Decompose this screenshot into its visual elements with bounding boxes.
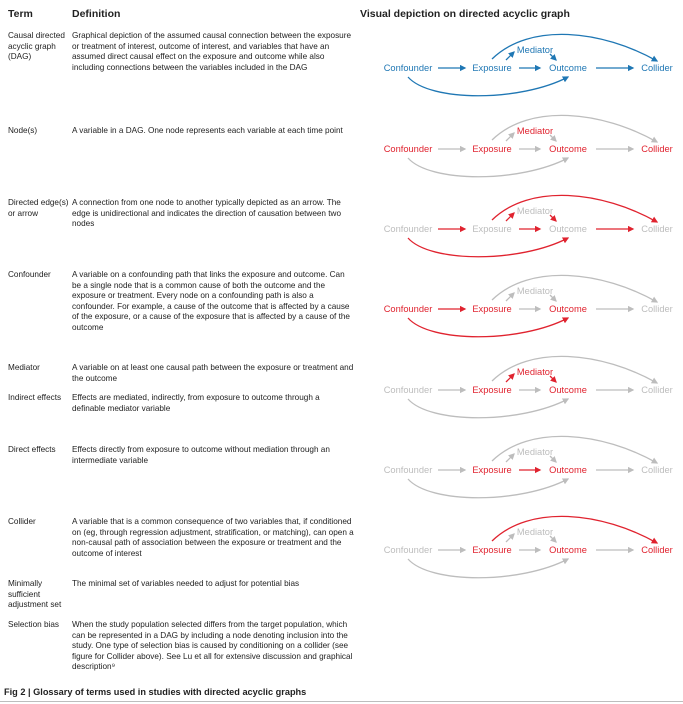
- dag-diagram-direct-effects: [380, 432, 680, 502]
- node-exposure: Exposure: [472, 465, 512, 475]
- node-outcome: Outcome: [549, 224, 587, 234]
- term-confounder: Confounder: [8, 270, 51, 279]
- edge-em: [506, 293, 514, 301]
- node-outcome: Outcome: [549, 304, 587, 314]
- dag-diagram-collider: [380, 512, 680, 582]
- edge-em: [506, 374, 514, 382]
- node-outcome: Outcome: [549, 385, 587, 395]
- definition-mediator: A variable on at least one causal path between the exposure or treatment and the outcome: [72, 363, 354, 383]
- node-outcome: Outcome: [549, 465, 587, 475]
- bottom-divider: [0, 701, 683, 702]
- header-definition: Definition: [72, 8, 121, 20]
- edge-cb: [408, 399, 568, 418]
- node-collider: Collider: [641, 63, 673, 73]
- node-outcome: Outcome: [549, 63, 587, 73]
- definition-indirect-effects: Effects are mediated, indirectly, from exposure to outcome through a definable mediator variable: [72, 393, 320, 413]
- node-collider: Collider: [641, 385, 673, 395]
- node-mediator: Mediator: [516, 527, 554, 537]
- node-exposure: Exposure: [472, 144, 512, 154]
- edge-cb: [408, 77, 568, 96]
- node-mediator: Mediator: [516, 206, 554, 216]
- term-directed-edges: Directed edge(s) or arrow: [8, 198, 69, 218]
- term-mediator: Mediator: [8, 363, 40, 372]
- node-confounder: Confounder: [383, 385, 433, 395]
- definition-nodes: A variable in a DAG. One node represents each variable at each time point: [72, 126, 343, 135]
- definition-selection-bias: When the study population selected differs from the target population, which can be represented in a DAG by including a node denoting inclusion into the study. One type of selection bias is caused by conditioning on a collider (see figure for Collider above). See Lu et all for extensive discussion and graphical description⁹: [72, 620, 353, 671]
- header-term: Term: [8, 8, 33, 20]
- edge-cb: [408, 318, 568, 337]
- node-collider: Collider: [641, 545, 673, 555]
- term-collider: Collider: [8, 517, 36, 526]
- edge-em: [506, 534, 514, 542]
- dag-diagram-mediator: [380, 352, 680, 422]
- header-visual: Visual depiction on directed acyclic graph: [360, 8, 570, 20]
- definition-directed-edges: A connection from one node to another typically depicted as an arrow. The edge is unidirectional and indicates the direction of causation between two nodes: [72, 198, 341, 228]
- definition-confounder: A variable on a confounding path that links the exposure and outcome. Can be a single node that is a common cause of both the outcome and the exposure or treatment. Every node on a confounding path is also a confounder. For example, a cause of the outcome that is affected by a cause of the exposure, or a cause of the exposure that is affected by a cause of the outcome: [72, 270, 350, 332]
- node-outcome: Outcome: [549, 545, 587, 555]
- definition-collider: A variable that is a common consequence of two variables that, if conditioned on (eg, through regression adjustment, stratification, or matching), can open a non-causal path of association between the exposure or treatment and the outcome of interest: [72, 517, 354, 558]
- node-mediator: Mediator: [516, 367, 554, 377]
- node-confounder: Confounder: [383, 63, 433, 73]
- edge-cb: [408, 158, 568, 177]
- edge-em: [506, 213, 514, 221]
- node-exposure: Exposure: [472, 304, 512, 314]
- term-minimally-sufficient-adjustment-set: Minimally sufficient adjustment set: [8, 579, 62, 609]
- node-outcome: Outcome: [549, 144, 587, 154]
- node-confounder: Confounder: [383, 545, 433, 555]
- term-dag: Causal directed acyclic graph (DAG): [8, 31, 65, 61]
- node-mediator: Mediator: [516, 286, 554, 296]
- edge-em: [506, 454, 514, 462]
- node-collider: Collider: [641, 304, 673, 314]
- term-selection-bias: Selection bias: [8, 620, 59, 629]
- edge-em: [506, 133, 514, 141]
- node-confounder: Confounder: [383, 224, 433, 234]
- dag-diagram-causal: [380, 30, 680, 100]
- edge-cb: [408, 479, 568, 498]
- dag-diagram-directed-edges: [380, 191, 680, 261]
- dag-diagram-nodes: [380, 111, 680, 181]
- node-collider: Collider: [641, 465, 673, 475]
- node-exposure: Exposure: [472, 224, 512, 234]
- node-confounder: Confounder: [383, 465, 433, 475]
- node-confounder: Confounder: [383, 304, 433, 314]
- node-mediator: Mediator: [516, 126, 554, 136]
- node-exposure: Exposure: [472, 63, 512, 73]
- node-exposure: Exposure: [472, 385, 512, 395]
- term-nodes: Node(s): [8, 126, 38, 135]
- node-mediator: Mediator: [516, 447, 554, 457]
- dag-diagram-confounder: [380, 271, 680, 341]
- edge-cb: [408, 238, 568, 257]
- definition-direct-effects: Effects directly from exposure to outcome without mediation through an intermediate variable: [72, 445, 330, 465]
- term-indirect-effects: Indirect effects: [8, 393, 62, 402]
- figure-caption: Fig 2 | Glossary of terms used in studies with directed acyclic graphs: [4, 687, 307, 697]
- node-collider: Collider: [641, 224, 673, 234]
- definition-dag: Graphical depiction of the assumed causal connection between the exposure or treatment of interest, outcome of interest, and variables that have an assumed direct causal effect on the exposure and outcome while also including connections between the variables included in the DAG: [72, 31, 352, 72]
- node-exposure: Exposure: [472, 545, 512, 555]
- edge-em: [506, 52, 514, 60]
- edge-cb: [408, 559, 568, 578]
- node-mediator: Mediator: [516, 45, 554, 55]
- definition-minimally-sufficient-adjustment-set: The minimal set of variables needed to adjust for potential bias: [72, 579, 300, 588]
- term-direct-effects: Direct effects: [8, 445, 56, 454]
- node-collider: Collider: [641, 144, 673, 154]
- node-confounder: Confounder: [383, 144, 433, 154]
